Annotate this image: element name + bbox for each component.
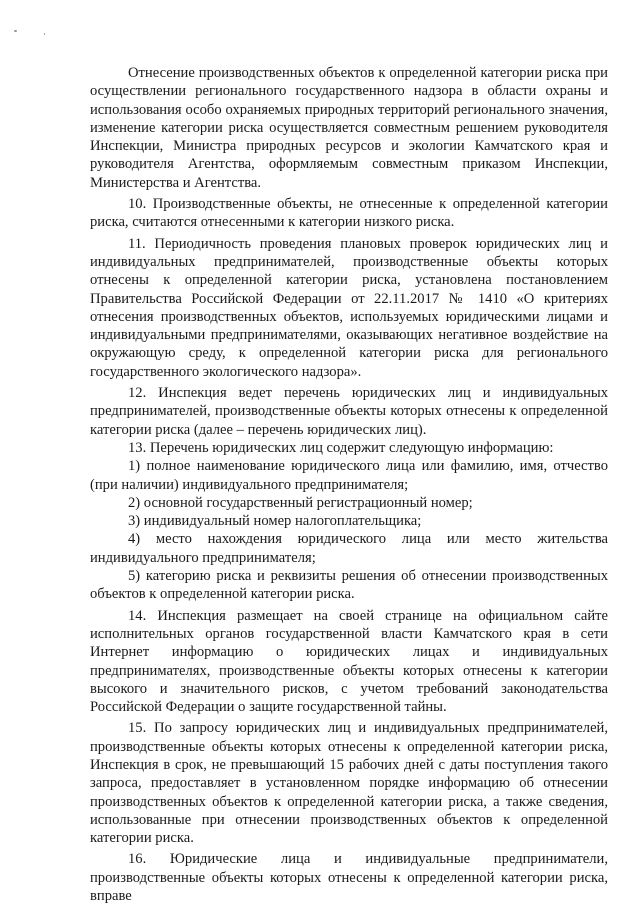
scan-speck — [14, 30, 17, 32]
list-item-5: 5) категорию риска и реквизиты решения об отнесении производственных объектов к определенной категории риска. — [90, 568, 608, 603]
list-item-1: 1) полное наименование юридического лица или фамилию, имя, отчество (при наличии) индивидуального предпринимателя; — [90, 458, 608, 493]
paragraph-12: 12. Инспекция ведет перечень юридических лиц и индивидуальных предпринимателей, производственные объекты которых отнесены к определенной категории риска (далее – перечень юридических лиц). — [90, 385, 608, 438]
list-item-2: 2) основной государственный регистрационный номер; — [128, 494, 473, 511]
scan-speck — [44, 33, 45, 35]
list-item-3: 3) индивидуальный номер налогоплательщика; — [128, 513, 422, 530]
paragraph-15: 15. По запросу юридических лиц и индивидуальных предпринимателей, производственные объекты которых отнесены к определенной категории риска, Инспекция в срок, не превышающий 15 рабочих дней с даты поступления такого запроса, предоставляет в установленном порядке информацию об отнесении производственных объектов к определенной категории риска, а также сведения, использованные при отнесении производственных объектов к определенной категории риска. — [90, 720, 608, 847]
list-item-4: 4) место нахождения юридического лица или место жительства индивидуального предпринимателя; — [90, 531, 608, 566]
paragraph-10: 10. Производственные объекты, не отнесенные к определенной категории риска, считаются отнесенными к категории низкого риска. — [90, 196, 608, 231]
paragraph-11: 11. Периодичность проведения плановых проверок юридических лиц и индивидуальных предпринимателей, производственные объекты которых отнесены к определенной категории риска, установлена постановлением Правительства Российской Федерации от 22.11.2017 № 1410 «О критериях отнесения производственных объектов, используемых юридическими лицами и индивидуальными предпринимателями, оказывающих негативное воздействие на окружающую среду, к определенной категории риска для регионального государственного экологического надзора». — [90, 235, 608, 380]
document-body — [90, 64, 608, 905]
paragraph-risk-assignment: Отнесение производственных объектов к определенной категории риска при осуществлении регионального государственного надзора в области охраны и использования особо охраняемых природных территорий регионального значения, изменение категории риска осуществляется совместным решением руководителя Инспекции, Министра природных ресурсов и экологии Камчатского края и руководителя Агентства, оформляемым совместным приказом Инспекции, Министерства и Агентства. — [90, 65, 608, 191]
paragraph-13: 13. Перечень юридических лиц содержит следующую информацию: — [128, 439, 554, 456]
paragraph-16: 16. Юридические лица и индивидуальные предприниматели, производственные объекты которых отнесены к определенной категории риска, вправе — [90, 851, 608, 905]
paragraph-14: 14. Инспекция размещает на своей странице на официальном сайте исполнительных органов государственной власти Камчатского края в сети Интернет информацию о юридических лицах и индивидуальных предпринимателях, производственные объекты которых отнесены к категории высокого и значительного рисков, с учетом требований законодательства Российской Федерации о защите государственной тайны. — [90, 607, 608, 716]
